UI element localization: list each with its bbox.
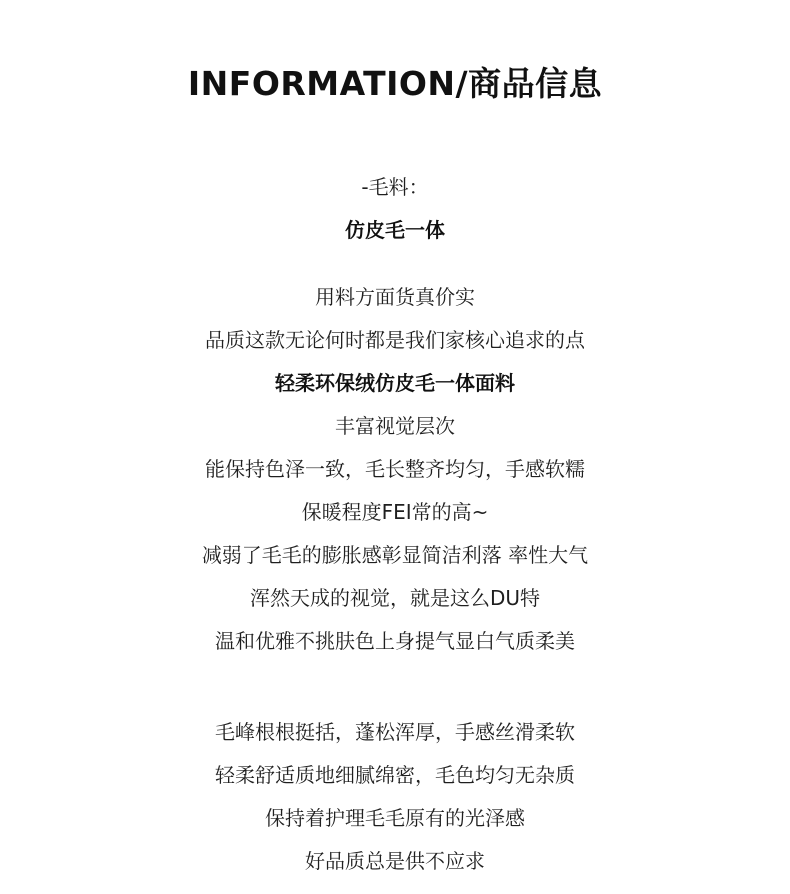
feature-line: 保持着护理毛毛原有的光泽感: [265, 806, 525, 830]
description-line: 浑然天成的视觉，就是这么DU特: [249, 586, 541, 610]
feature-line: 好品质总是供不应求: [305, 849, 485, 873]
page-title: INFORMATION/商品信息: [187, 64, 603, 103]
description-line: 温和优雅不挑肤色上身提气显白气质柔美: [215, 629, 575, 653]
description-line: 丰富视觉层次: [335, 414, 455, 438]
material-value: 仿皮毛一体: [345, 218, 445, 242]
description-line: 保暖程度FEI常的高~: [301, 500, 489, 524]
description-line: 能保持色泽一致，毛长整齐均匀，手感软糯: [205, 457, 585, 481]
description-line: 减弱了毛毛的膨胀感彰显简洁利落 率性大气: [201, 543, 589, 567]
description-line: 品质这款无论何时都是我们家核心追求的点: [205, 328, 585, 352]
description-line: 用料方面货真价实: [315, 285, 475, 309]
material-label: -毛料：: [361, 175, 429, 199]
description-line-highlight: 轻柔环保绒仿皮毛一体面料: [275, 371, 515, 395]
feature-line: 毛峰根根挺括，蓬松浑厚，手感丝滑柔软: [215, 720, 575, 744]
feature-line: 轻柔舒适质地细腻绵密，毛色均匀无杂质: [215, 763, 575, 787]
